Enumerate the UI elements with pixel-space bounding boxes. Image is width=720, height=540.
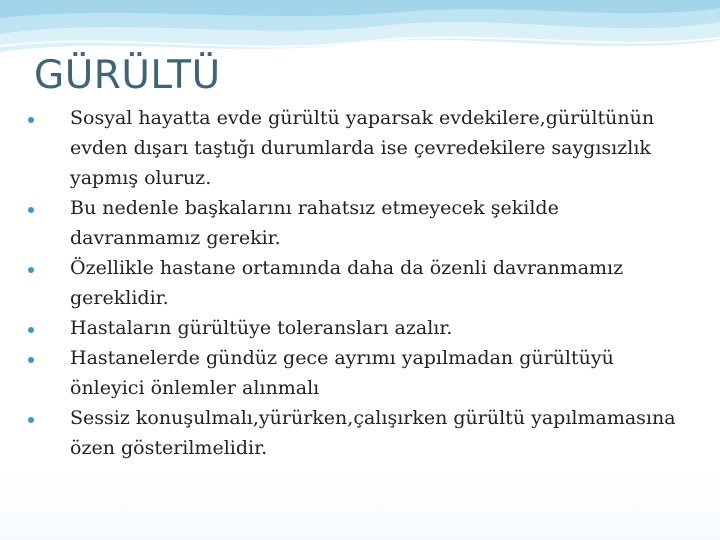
bullet-item [24, 313, 694, 343]
bullet-marker-icon [28, 357, 34, 363]
slide-title: GÜRÜLTÜ [34, 53, 221, 98]
bullet-marker-icon [28, 267, 34, 273]
bullet-marker-icon [28, 417, 34, 423]
bullet-item [24, 253, 694, 313]
bullet-marker-icon [28, 327, 34, 333]
bullet-item [24, 103, 694, 193]
bullet-item [24, 343, 694, 403]
bullet-item [24, 403, 694, 463]
bullet-text: Özellikle hastane ortamında daha da özenli davranmamız gereklidir. [70, 257, 624, 309]
bullet-marker-icon [28, 117, 34, 123]
bullet-text: Hastaların gürültüye toleransları azalır. [70, 317, 453, 339]
bullet-text: Hastanelerde gündüz gece ayrımı yapılmadan gürültüyü önleyici önlemler alınmalı [70, 347, 614, 399]
bullet-text: Sessiz konuşulmalı,yürürken,çalışırken gürültü yapılmamasına özen gösterilmelidir. [70, 407, 676, 459]
bullet-text: Bu nedenle başkalarını rahatsız etmeyecek şekilde davranmamız gerekir. [70, 197, 559, 249]
bullet-marker-icon [28, 207, 34, 213]
bullet-text: Sosyal hayatta evde gürültü yaparsak evdekilere,gürültünün evden dışarı taştığı durumlarda ise çevredekilere saygısızlık yapmış oluruz. [70, 107, 655, 189]
bullet-list [24, 103, 694, 463]
bullet-item [24, 193, 694, 253]
